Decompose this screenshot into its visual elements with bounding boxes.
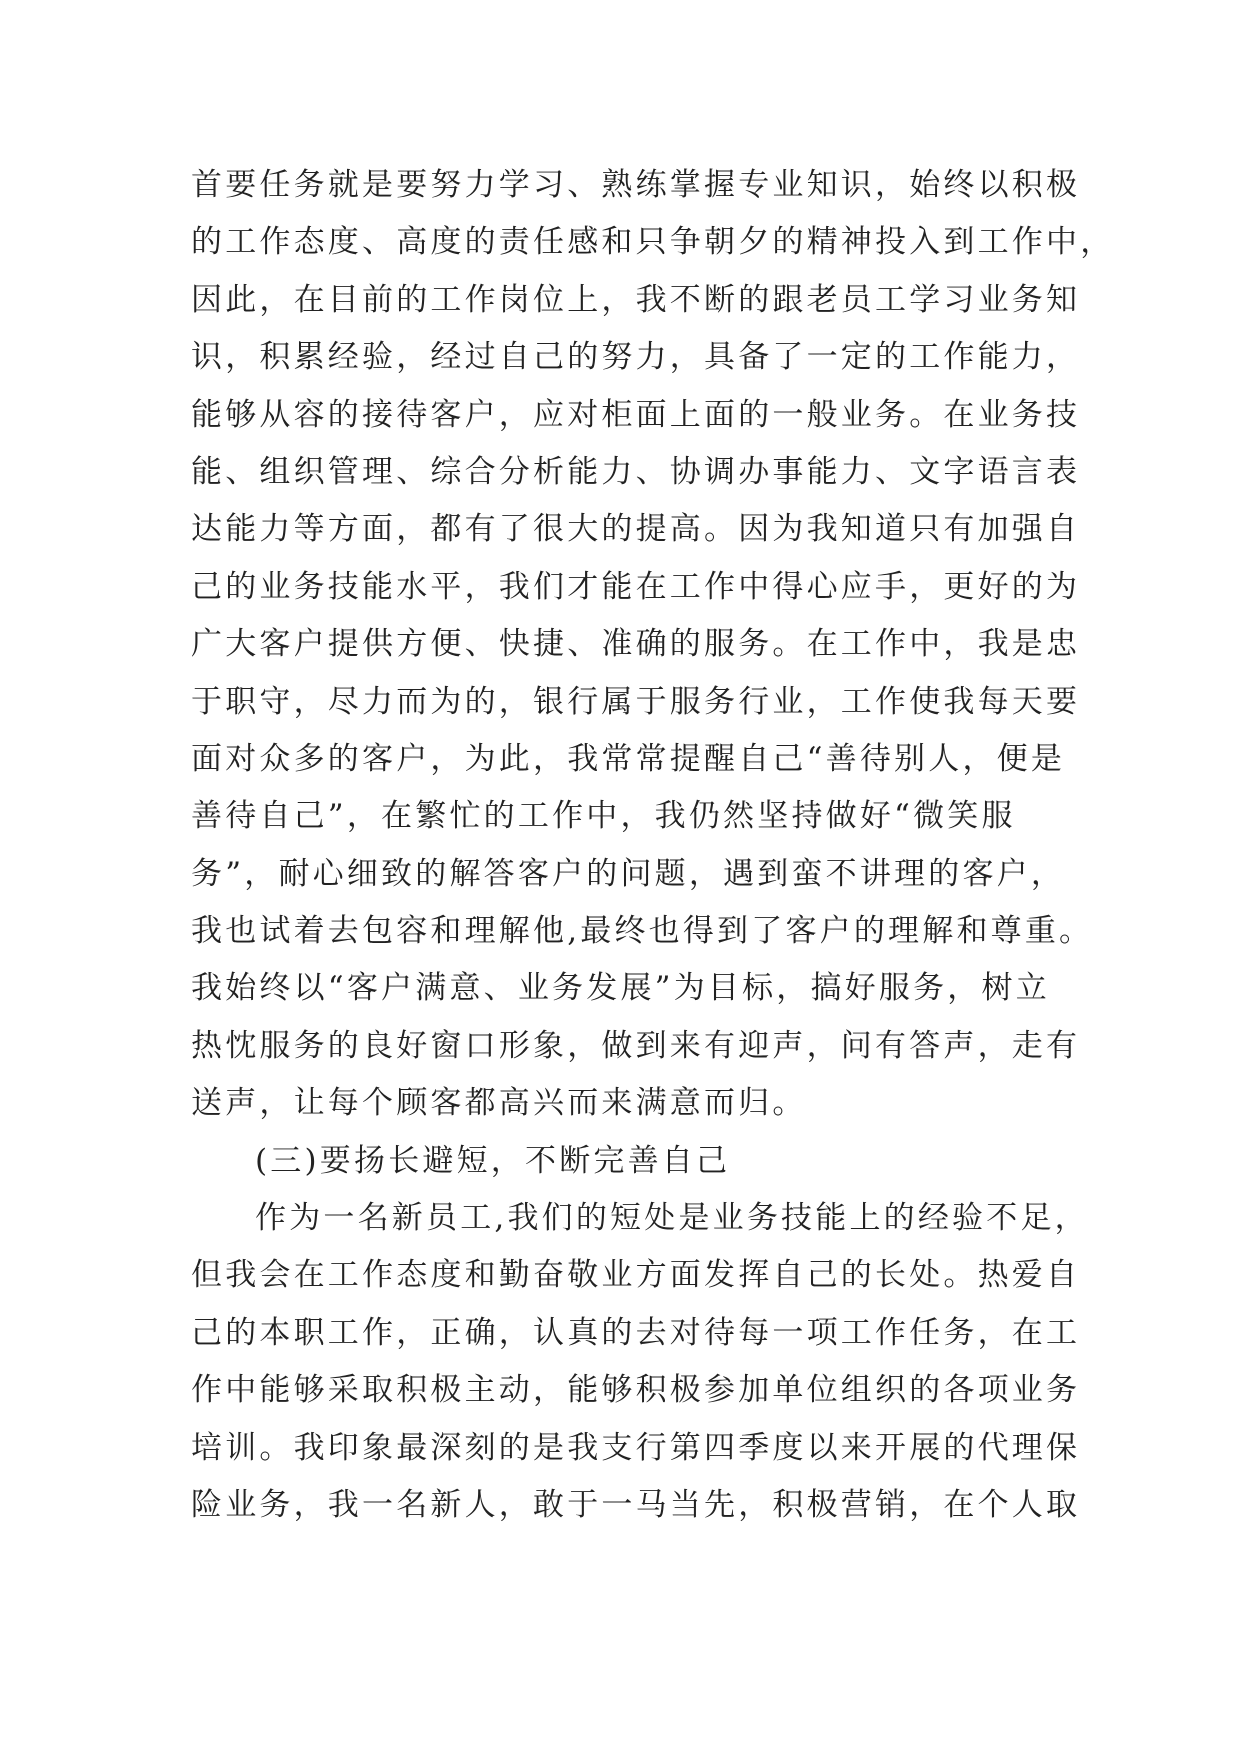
text-line: 达能力等方面，都有了很大的提高。因为我知道只有加强自 [191,511,1081,548]
text-line: 首要任务就是要努力学习、熟练掌握专业知识，始终以积极 [191,167,1081,203]
text-line: 险业务，我一名新人，敢于一马当先，积极营销，在个人取 [191,1486,1081,1523]
text-line: 热忱服务的良好窗口形象，做到来有迎声，问有答声，走有 [191,1027,1081,1064]
text-line: 能够从容的接待客户，应对柜面上面的一般业务。在业务技 [191,396,1081,433]
text-line: 作为一名新员工,我们的短处是业务技能上的经验不足， [255,1200,1089,1237]
text-line: 我始终以“客户满意、业务发展”为目标，搞好服务，树立 [191,970,1050,1007]
text-line: 己的本职工作，正确，认真的去对待每一项工作任务，在工 [191,1314,1081,1351]
text-line: 送声，让每个顾客都高兴而来满意而归。 [191,1085,807,1122]
text-line: 的工作态度、高度的责任感和只争朝夕的精神投入到工作中， [191,224,1115,261]
text-line: 善待自己”，在繁忙的工作中，我仍然坚持做好“微笑服 [191,798,1016,835]
section-heading: (三)要扬长避短，不断完善自己 [255,1142,731,1179]
text-line: 识，积累经验，经过自己的努力，具备了一定的工作能力， [191,339,1081,376]
text-line: 广大客户提供方便、快捷、准确的服务。在工作中，我是忠 [191,626,1081,663]
text-line: 能、组织管理、综合分析能力、协调办事能力、文字语言表 [191,453,1081,490]
text-line: 培训。我印象最深刻的是我支行第四季度以来开展的代理保 [191,1429,1081,1466]
text-line: 面对众多的客户，为此，我常常提醒自己“善待别人，便是 [191,740,1066,777]
text-line: 己的业务技能水平，我们才能在工作中得心应手，更好的为 [191,568,1081,605]
text-line: 但我会在工作态度和勤奋敬业方面发挥自己的长处。热爱自 [191,1257,1081,1294]
body-text [191,157,1115,1534]
text-line: 作中能够采取积极主动，能够积极参加单位组织的各项业务 [191,1372,1081,1409]
text-line: 因此，在目前的工作岗位上，我不断的跟老员工学习业务知 [191,281,1081,318]
text-line: 务”，耐心细致的解答客户的问题，遇到蛮不讲理的客户， [191,855,1066,892]
text-line: 于职守，尽力而为的，银行属于服务行业，工作使我每天要 [191,683,1081,720]
text-line: 我也试着去包容和理解他,最终也得到了客户的理解和尊重。 [191,913,1094,950]
